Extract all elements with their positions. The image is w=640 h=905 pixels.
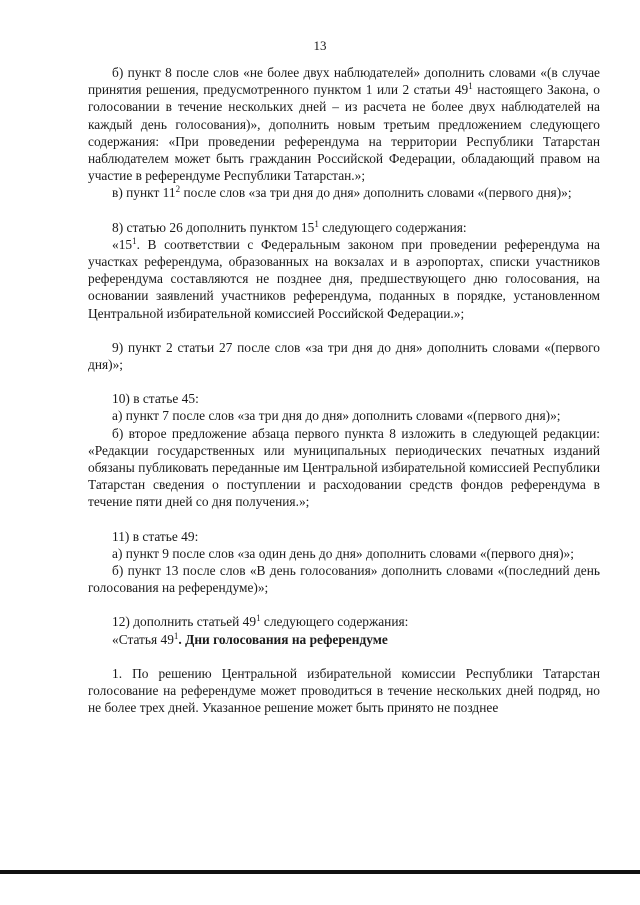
paragraph-point-15-1: «$15^1$. В соответствии с Федеральным законом при проведении референдума на участках референдума, образованных на вокзалах и в аэропортах, списки участников референдума составляются не позднее дня, предшествующего дню голосования, на основании заявлений участников референдума, поданных в порядке, установленном Центральной избирательной комиссией Российской Федерации.»;	[88, 235, 600, 321]
scan-edge-line	[0, 870, 640, 874]
paragraph-item-b-point-8: б) пункт 8 после слов «не более двух наблюдателей» дополнить словами «(в случае принятия решения, предусмотренного пунктом 1 или 2 статьи $49^1$ настоящего Закона, о голосовании в течение нескольких дней – из расчета не более двух наблюдателей на каждый день голосования)», дополнить новым третьим предложением следующего содержания: «При проведении референдума на территории Республики Татарстан наблюдателем может быть гражданин Российской Федерации, обладающий правом на участие в референдуме Республики Татарстан.»;	[88, 65, 600, 184]
paragraph-article-point-1: 1. По решению Центральной избирательной комиссии Республики Татарстан голосование на референдуме может проводиться в течение нескольких дней подряд, но не более трех дней. Указанное решение может быть принято не позднее	[88, 665, 600, 716]
paragraph-item-10-a: а) пункт 7 после слов «за три дня до дня» дополнить словами «(первого дня)»;	[112, 408, 561, 424]
paragraph-item-12: 12) дополнить статьей $49^1$ следующего содержания:	[112, 613, 409, 630]
paragraph-item-10: 10) в статье 45:	[112, 391, 199, 407]
paragraph-item-11-b: б) пункт 13 после слов «В день голосования» дополнить словами «(последний день голосования на референдуме)»;	[88, 563, 600, 596]
paragraph-item-v-point-11: в) пункт $11^2$ после слов «за три дня до дня» дополнить словами «(первого дня)»;	[112, 184, 572, 201]
paragraph-item-11: 11) в статье 49:	[112, 528, 199, 544]
paragraph-item-10-b: б) второе предложение абзаца первого пункта 8 изложить в следующей редакции: «Редакции государственных или муниципальных периодических печатных изданий обязаны публиковать переданные им Центральной избирательной комиссией Республики Татарстан сведения о поступлении и расходовании средств фондов референдума в течение пяти дней со дня получения.»;	[88, 425, 600, 510]
page-number: 13	[313, 38, 327, 53]
paragraph-item-11-a: а) пункт 9 после слов «за один день до дня» дополнить словами «(первого дня)»;	[112, 545, 574, 561]
paragraph-item-9: 9) пункт 2 статьи 27 после слов «за три дня до дня» дополнить словами «(первого дня)»;	[88, 339, 600, 373]
article-heading: «Статья $49^1$. Дни голосования на референдуме	[112, 630, 388, 647]
document-body	[88, 64, 600, 717]
paragraph-item-8: 8) статью 26 дополнить пунктом $15^1$ следующего содержания:	[112, 218, 467, 235]
